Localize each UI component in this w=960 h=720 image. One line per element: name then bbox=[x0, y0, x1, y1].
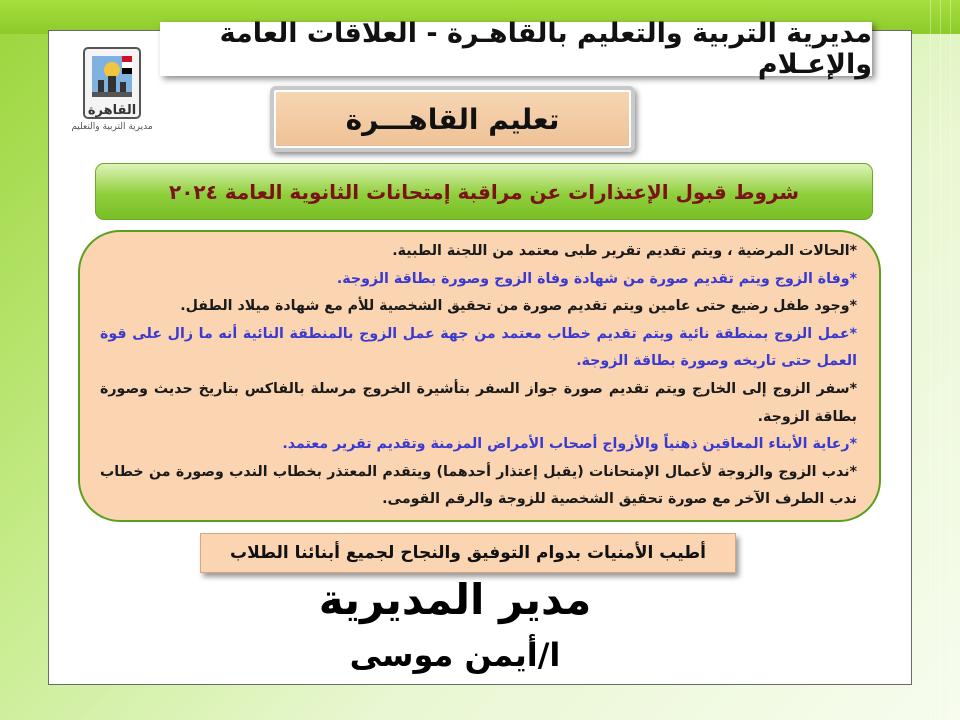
background-stripe bbox=[950, 0, 951, 720]
wishes-banner: أطيب الأمنيات بدوام التوفيق والنجاح لجميع أبنائنا الطلاب bbox=[200, 533, 736, 573]
condition-item: *رعاية الأبناء المعاقين ذهنياً والأزواج أصحاب الأمراض المزمنة وتقديم تقرير معتمد. bbox=[282, 436, 857, 453]
background-stripe bbox=[940, 0, 941, 720]
logo-label: القاهرة bbox=[87, 103, 137, 118]
page-title: تعليم القاهـــرة bbox=[270, 86, 635, 152]
logo-sublabel: مديرية التربية والتعليم bbox=[71, 122, 153, 132]
condition-item: *عمل الزوج بمنطقة نائية ويتم تقديم خطاب معتمد من جهة عمل الزوج بالمنطقة النائية أنه ما زال على قوة العمل حتى تاريخه وصورة بطاقة الزوجة. bbox=[100, 325, 857, 370]
director-name: ا/أيمن موسى bbox=[349, 636, 561, 674]
subtitle-banner: شروط قبول الإعتذارات عن مراقبة إمتحانات الثانوية العامة ٢٠٢٤ bbox=[95, 163, 873, 220]
condition-item: *وفاة الزوج ويتم تقديم صورة من شهادة وفاة الزوج وصورة بطاقة الزوجة. bbox=[336, 270, 857, 287]
director-title: مدير المديرية bbox=[318, 575, 592, 624]
condition-item: *وجود طفل رضيع حتى عامين ويتم تقديم صورة من تحقيق الشخصية للأم مع شهادة ميلاد الطفل. bbox=[180, 298, 857, 315]
condition-item: *ندب الزوج والزوجة لأعمال الإمتحانات (يقبل إعتذار أحدهما) ويتقدم المعتذر بخطاب الندب وصورة من خطاب ندب الطرف الآخر مع صورة تحقيق الشخصية للزوجة والرقم القومى. bbox=[100, 463, 857, 508]
background-stripe bbox=[930, 0, 931, 720]
header-banner: مديرية التربية والتعليم بالقاهـرة - العلاقات العامة والإعـلام bbox=[160, 22, 872, 76]
condition-item: *الحالات المرضية ، ويتم تقديم تقرير طبى معتمد من اللجنة الطبية. bbox=[392, 243, 857, 259]
conditions-panel bbox=[78, 230, 881, 522]
condition-item: *سفر الزوج إلى الخارج ويتم تقديم صورة جواز السفر بتأشيرة الخروج مرسلة بالفاكس بتاريخ حديث وصورة بطاقة الزوجة. bbox=[100, 380, 857, 425]
